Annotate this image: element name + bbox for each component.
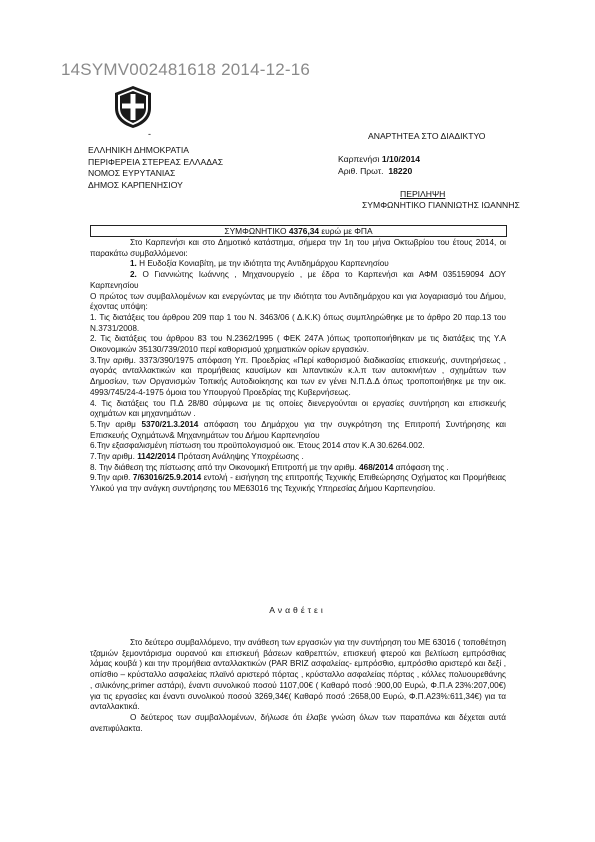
consideration-item: 3.Την αριθμ. 3373/390/1975 απόφαση Υπ. Προεδρίας «Περί καθορισμού διαδικασίας επισκευής, συντηρήσεως , αγοράς ανταλλακτικών και προμήθειας καυσίμων και λιπαντικών κ.λ.π των αυτοκινήτων , σχημάτων των Δημοσίων, των Οργανισμών Τοπικής Αυτοδιοίκησης και των εν γένει Ν.Π.Δ.Δ όπως τροποποιήθηκε με την οικ. 4993/745/24-4-1975 όμοια του Υπουργού Προεδρίας της Κυβερνήσεως.	[90, 355, 506, 397]
issuer-header	[88, 145, 223, 191]
date-line	[338, 154, 420, 166]
decision-number: 5370/21.3.2014	[141, 419, 199, 429]
party-1	[90, 259, 506, 270]
consideration-item: 8. Την διάθεση της πίστωσης από την Οικονομική Επιτροπή με την αριθμ. 468/2014 απόφαση της .	[90, 462, 449, 472]
protocol-label: Αριθ. Πρωτ.	[338, 165, 384, 176]
document-watermark: 14SYMV002481618 2014-12-16	[61, 60, 311, 79]
committee-decision-number: 468/2014	[359, 462, 394, 472]
consideration-item: 6.Την εξασφαλισμένη πίστωση του προϋπολογισμού οικ. Έτους 2014 στον Κ.Α 30.6264.002.	[90, 441, 425, 451]
upload-notice: ΑΝΑΡΤΗΤΕΑ ΣΤΟ ΔΙΑΔΙΚΤΥΟ	[368, 131, 486, 141]
contract-suffix: ευρώ με ΦΠΑ	[321, 226, 373, 236]
consideration-item: 9.Την αριθ. 7/63016/25.9.2014 εντολή - εισήγηση της επιτροπής Τεχνικής Επιθεώρησης Οχήματος και Προμήθειας Υλικού για την ανάγκη συντήρησης του ΜΕ63016 της Τεχνικής Υπηρεσίας Δήμου Καρπενησίου.	[90, 473, 507, 494]
party-2	[90, 270, 506, 291]
header-line: ΕΛΛΗΝΙΚΗ ΔΗΜΟΚΡΑΤΙΑ	[88, 145, 189, 155]
consideration-item: 1. Τις διατάξεις του άρθρου 209 παρ 1 του Ν. 3463/06 ( Δ.Κ.Κ) όπως συμπληρώθηκε με το άρθρο 20 παρ.13 του Ν.3731/2008.	[90, 312, 506, 333]
consideration-item: 7.Την αριθμ. 1142/2014 Πρόταση Ανάληψης Υποχρέωσης .	[90, 452, 304, 462]
consideration-item: 4. Τις διατάξεις του Π.Δ 28/80 σύμφωνα με τις οποίες διενεργούνται οι εργασίες συντήρηση και επισκευής οχημάτων και μηχανημάτων .	[90, 398, 506, 419]
order-number: 7/63016/25.9.2014	[132, 473, 202, 483]
header-line: ΝΟΜΟΣ ΕΥΡΥΤΑΝΙΑΣ	[88, 168, 176, 179]
summary-title: ΠΕΡΙΛΗΨΗ	[400, 189, 446, 199]
greek-coat-of-arms-emblem	[110, 84, 156, 130]
party-2-text: Ο Γιαννιώτης Ιωάννης , Μηχανουργείο , με έδρα το Καρπενήσι και ΑΦΜ 035159094 ΔΟΥ Καρπενησίου	[90, 270, 506, 290]
date-value: 1/10/2014	[381, 154, 421, 164]
proposal-number: 1142/2014	[137, 452, 176, 462]
assignment-paragraph: Στο δεύτερο συμβαλλόμενο, την ανάθεση των εργασιών για την συντήρηση του ΜΕ 63016 ( τοποθέτηση τζαμιών ξεμοντάρισμα ουρανού και επισκευή βάσεων καθρεπτών, επισκευή φτερού και βελτίωση εμπρόσθιας λάμας κουβά ) και την προμήθεια ανταλλακτικών (PAR BRIZ ασφαλείας- εμπρόσθιο, εμπρόσθιο αριστερό και δεξί , οπίσθιο – κρύσταλλο ασφαλείας πλαϊνό αριστερό πόρτας , κρύσταλλο ασφαλείας πόρτας , κόλλες πολυουρεθάνης , σιλικόνης,primer αστάρι), έναντι συνολικού ποσού 1107,00€ ( Καθαρό ποσό :900,00 Ευρώ, Φ.Π.Α 23%:207,00€) για τις εργασίες και έναντι συνολικού ποσού 3269,34€( Καθαρό ποσό :2658,00 Ευρώ, Φ.Π.Α23%:611,34€) για τα ανταλλακτικά.	[90, 638, 506, 712]
consideration-item: 2. Τις διατάξεις του άρθρου 83 του Ν.2362/1995 ( ΦΕΚ 247Α )όπως τροποποιήθηκαν με τις διατάξεις της Υ.Α Οικονομικών 35130/739/2010 περί καθορισμού χρηματικών ορίων εργασιών.	[90, 334, 506, 355]
consideration-item: 5.Την αριθμ 5370/21.3.2014 απόφαση του Δημάρχου για την συγκρότηση της Επιτροπή Συντήρησης και Επισκευής Οχημάτων& Μηχανημάτων του Δήμου Καρπενησίου	[90, 419, 506, 440]
party-2-number: 2.	[130, 270, 137, 280]
party-1-text: Η Ευδοξία Κονιαβίτη, με την ιδιότητα της Αντιδημάρχου Καρπενησίου	[139, 259, 389, 269]
assignment-section	[90, 638, 506, 734]
date-label: Καρπενήσι	[338, 154, 380, 164]
party-1-number: 1.	[130, 259, 137, 269]
emblem-dash-mark: -	[148, 129, 151, 139]
contract-body	[90, 238, 506, 495]
summary-subtitle: ΣΥΜΦΩΝΗΤΙΚΟ ΓΙΑΝΝΙΩΤΗΣ ΙΩΑΝΝΗΣ	[362, 200, 520, 210]
first-party-paragraph: Ο πρώτος των συμβαλλομένων και ενεργώντας με την ιδιότητα του Αντιδημάρχου και για λογαριασμό του Δήμου, έχοντας υπόψη:	[90, 291, 506, 312]
protocol-value: 18220	[388, 165, 413, 176]
header-line: ΔΗΜΟΣ ΚΑΡΠΕΝΗΣΙΟΥ	[88, 179, 183, 190]
contract-prefix: ΣΥΜΦΩΝΗΤΙΚΟ	[224, 226, 287, 236]
acceptance-paragraph: Ο δεύτερος των συμβαλλομένων, δήλωσε ότι έλαβε γνώση όλων των παραπάνω και δέχεται αυτά ανεπιφύλακτα.	[90, 712, 506, 733]
contract-amount: 4376,34	[288, 226, 320, 236]
header-line: ΠΕΡΙΦΕΡΕΙΑ ΣΤΕΡΕΑΣ ΕΛΛΑΔΑΣ	[88, 156, 224, 167]
intro-paragraph: Στο Καρπενήσι και στο Δημοτικό κατάστημα, σήμερα την 1η του μήνα Οκτωβρίου του έτους 2014, οι παρακάτω συμβαλλόμενοι:	[90, 238, 506, 258]
reference-block	[338, 154, 420, 177]
contract-amount-box	[90, 225, 507, 237]
protocol-line	[338, 166, 420, 178]
assigns-heading: Αναθέτει	[269, 605, 326, 615]
